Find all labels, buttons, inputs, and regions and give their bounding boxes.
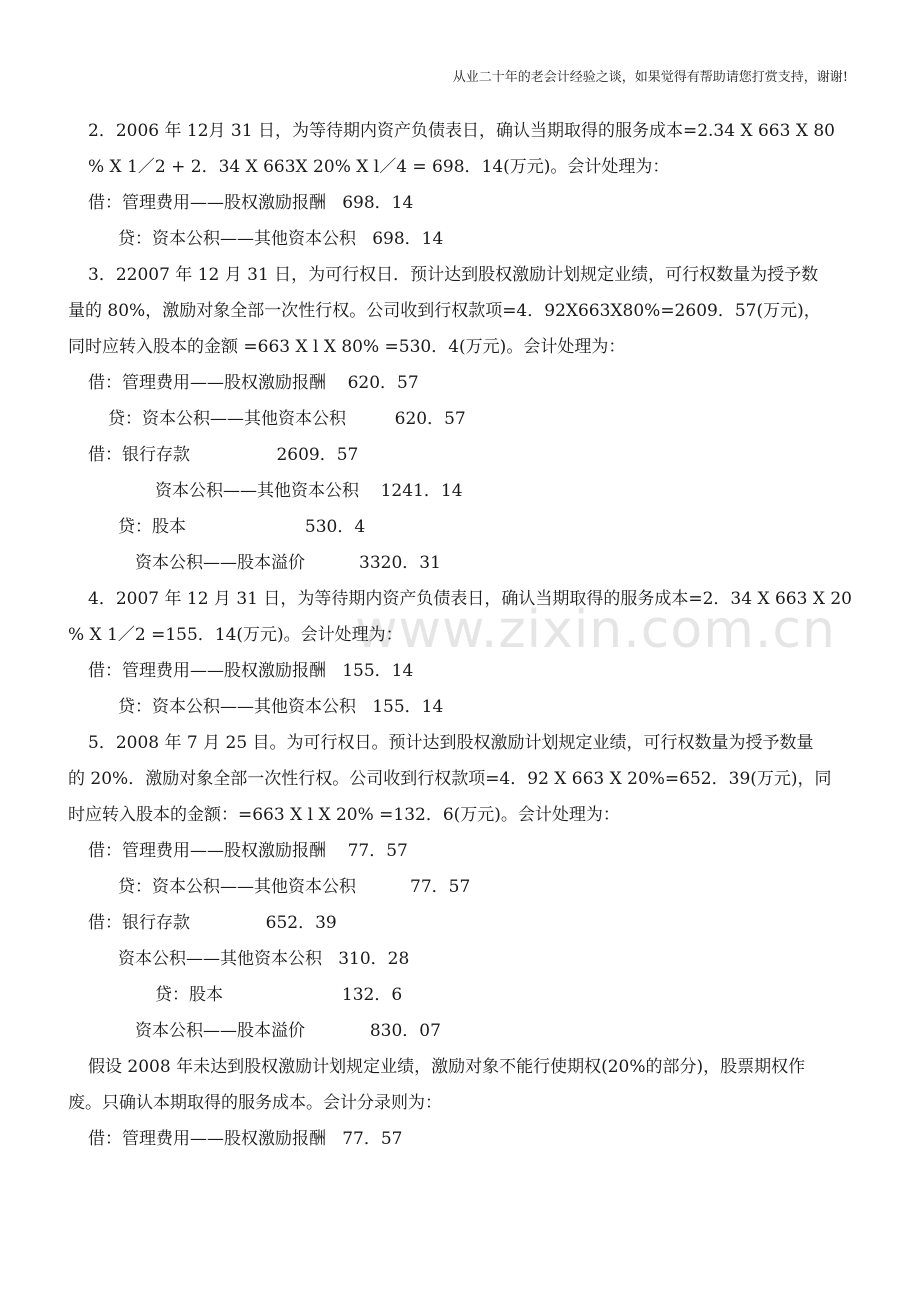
text-line-2: % X 1／2 + 2．34 X 663X 20% X l／4 = 698．14(万元)。会计处理为：: [88, 157, 670, 177]
text-line-19: 的 20%．激励对象全部一次性行权。公司收到行权款项=4．92 X 663 X 20%=652．39(万元)，同: [68, 769, 832, 789]
watermark: www.zixin.com.cn: [355, 600, 836, 660]
text-line-3: 借：管理费用——股权激励报酬 698．14: [88, 193, 414, 213]
text-line-9: 贷：资本公积——其他资本公积 620．57: [108, 409, 466, 429]
text-line-6: 量的 80%，激励对象全部一次性行权。公司收到行权款项=4．92X663X80%=2609．57(万元)，: [68, 301, 821, 321]
text-line-25: 贷：股本 132．6: [155, 985, 403, 1005]
text-line-28: 废。只确认本期取得的服务成本。会计分录则为：: [68, 1093, 442, 1113]
text-line-20: 时应转入股本的金额：=663 X l X 20% =132．6(万元)。会计处理为：: [68, 805, 620, 825]
text-line-18: 5．2008 年 7 月 25 目。为可行权日。预计达到股权激励计划规定业绩，可行权数量为授予数量: [88, 733, 814, 753]
text-line-15: % X 1／2 =155．14(万元)。会计处理为：: [68, 625, 403, 645]
text-line-29: 借：管理费用——股权激励报酬 77．57: [88, 1129, 403, 1149]
text-line-21: 借：管理费用——股权激励报酬 77．57: [88, 841, 408, 861]
text-line-13: 资本公积——股本溢价 3320．31: [135, 553, 441, 573]
text-line-24: 资本公积——其他资本公积 310．28: [118, 949, 410, 969]
text-line-10: 借：银行存款 2609．57: [88, 445, 359, 465]
text-line-14: 4．2007 年 12 月 31 日，为等待期内资产负债表日，确认当期取得的服务成本=2．34 X 663 X 20: [88, 589, 852, 609]
text-line-16: 借：管理费用——股权激励报酬 155．14: [88, 661, 414, 681]
text-line-4: 贷：资本公积——其他资本公积 698．14: [118, 229, 444, 249]
header-note: 从业二十年的老会计经验之谈，如果觉得有帮助请您打赏支持，谢谢!: [452, 70, 848, 85]
text-line-1: 2．2006 年 12月 31 日，为等待期内资产负债表日，确认当期取得的服务成本=2.34 X 663 X 80: [88, 121, 835, 141]
text-line-17: 贷：资本公积——其他资本公积 155．14: [118, 697, 444, 717]
text-line-27: 假设 2008 年未达到股权激励计划规定业绩，激励对象不能行使期权(20%的部分)，股票期权作: [88, 1057, 806, 1077]
text-line-12: 贷：股本 530．4: [118, 517, 366, 537]
text-line-11: 资本公积——其他资本公积 1241．14: [155, 481, 463, 501]
text-line-26: 资本公积——股本溢价 830．07: [135, 1021, 441, 1041]
text-line-22: 贷：资本公积——其他资本公积 77．57: [118, 877, 471, 897]
text-line-5: 3．22007 年 12 月 31 日，为可行权日．预计达到股权激励计划规定业绩，可行权数量为授予数: [88, 265, 819, 285]
text-line-7: 同时应转入股本的金额 =663 X l X 80% =530．4(万元)。会计处理为：: [68, 337, 626, 357]
text-line-23: 借：银行存款 652．39: [88, 913, 337, 933]
text-line-8: 借：管理费用——股权激励报酬 620．57: [88, 373, 419, 393]
